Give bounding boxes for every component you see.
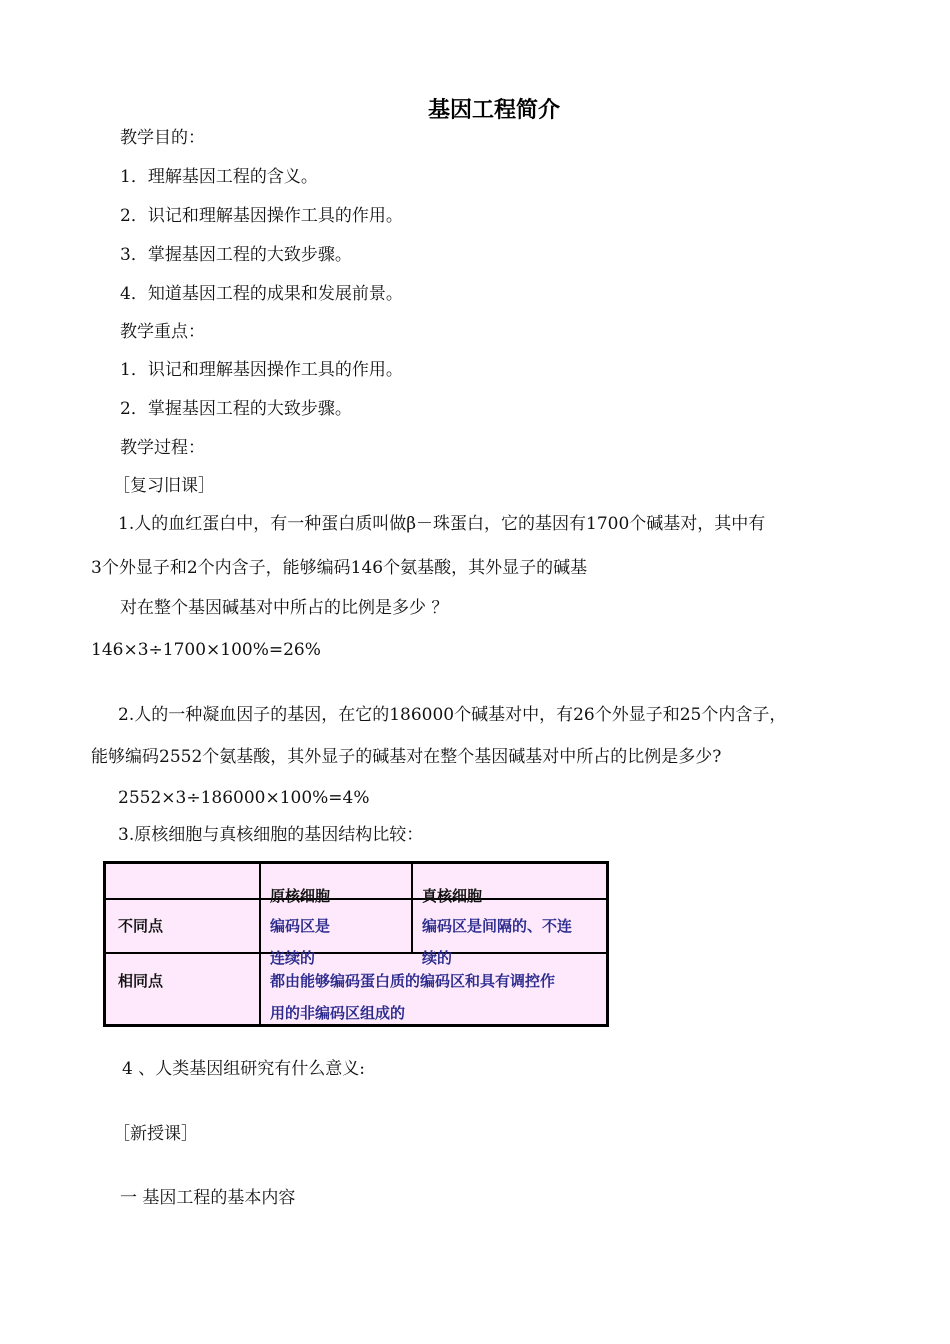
row-label-differences: 不同点: [118, 917, 164, 935]
process-heading: 教学过程：: [120, 438, 205, 458]
column-header-prokaryote: 原核细胞: [270, 887, 331, 905]
diff-eukaryote-line2: 续的: [422, 949, 453, 967]
table-divider: [106, 952, 606, 954]
key-point-item: 1．识记和理解基因操作工具的作用。: [120, 360, 403, 380]
objective-item: 3．掌握基因工程的大致步骤。: [120, 245, 352, 265]
objective-item: 2．识记和理解基因操作工具的作用。: [120, 206, 403, 226]
gene-structure-comparison-table: [103, 861, 609, 1027]
review-heading: ［复习旧课］: [113, 476, 215, 496]
q3-heading: 3.原核细胞与真核细胞的基因结构比较：: [118, 825, 424, 845]
q1-answer: 146×3÷1700×100%=26%: [91, 640, 321, 660]
table-divider: [259, 864, 261, 1024]
key-points-heading: 教学重点：: [120, 322, 205, 342]
column-header-eukaryote: 真核细胞: [422, 887, 483, 905]
q1-line3: 对在整个基因碱基对中所占的比例是多少 ？: [120, 598, 449, 618]
q2-line1: 2.人的一种凝血因子的基因，在它的186000个碱基对中，有26个外显子和25个内含子，: [118, 705, 787, 725]
diff-eukaryote-line1: 编码区是间隔的、不连: [422, 917, 573, 935]
objectives-heading: 教学目的：: [120, 128, 205, 148]
same-line2: 用的非编码区组成的: [270, 1004, 406, 1022]
row-label-similarities: 相同点: [118, 972, 164, 990]
same-line1: 都由能够编码蛋白质的编码区和具有调控作: [270, 972, 556, 990]
page-title: 基因工程简介: [427, 98, 560, 123]
q4: 4 、人类基因组研究有什么意义:: [122, 1059, 365, 1079]
section-one-heading: 一 基因工程的基本内容: [120, 1188, 296, 1208]
q1-line2: 3个外显子和2个内含子，能够编码146个氨基酸，其外显子的碱基: [91, 558, 588, 578]
diff-prokaryote-line1: 编码区是: [270, 917, 331, 935]
table-divider: [411, 864, 413, 952]
new-lesson-heading: ［新授课］: [113, 1124, 198, 1144]
objective-item: 4．知道基因工程的成果和发展前景。: [120, 284, 403, 304]
q1-line1: 1.人的血红蛋白中，有一种蛋白质叫做β－珠蛋白，它的基因有1700个碱基对，其中有: [118, 514, 766, 534]
q2-line2: 能够编码2552个氨基酸，其外显子的碱基对在整个基因碱基对中所占的比例是多少?: [91, 747, 722, 767]
table-divider: [106, 898, 606, 900]
diff-prokaryote-line2: 连续的: [270, 949, 316, 967]
q2-answer: 2552×3÷186000×100%=4%: [118, 788, 370, 808]
key-point-item: 2．掌握基因工程的大致步骤。: [120, 399, 352, 419]
objective-item: 1．理解基因工程的含义。: [120, 167, 318, 187]
